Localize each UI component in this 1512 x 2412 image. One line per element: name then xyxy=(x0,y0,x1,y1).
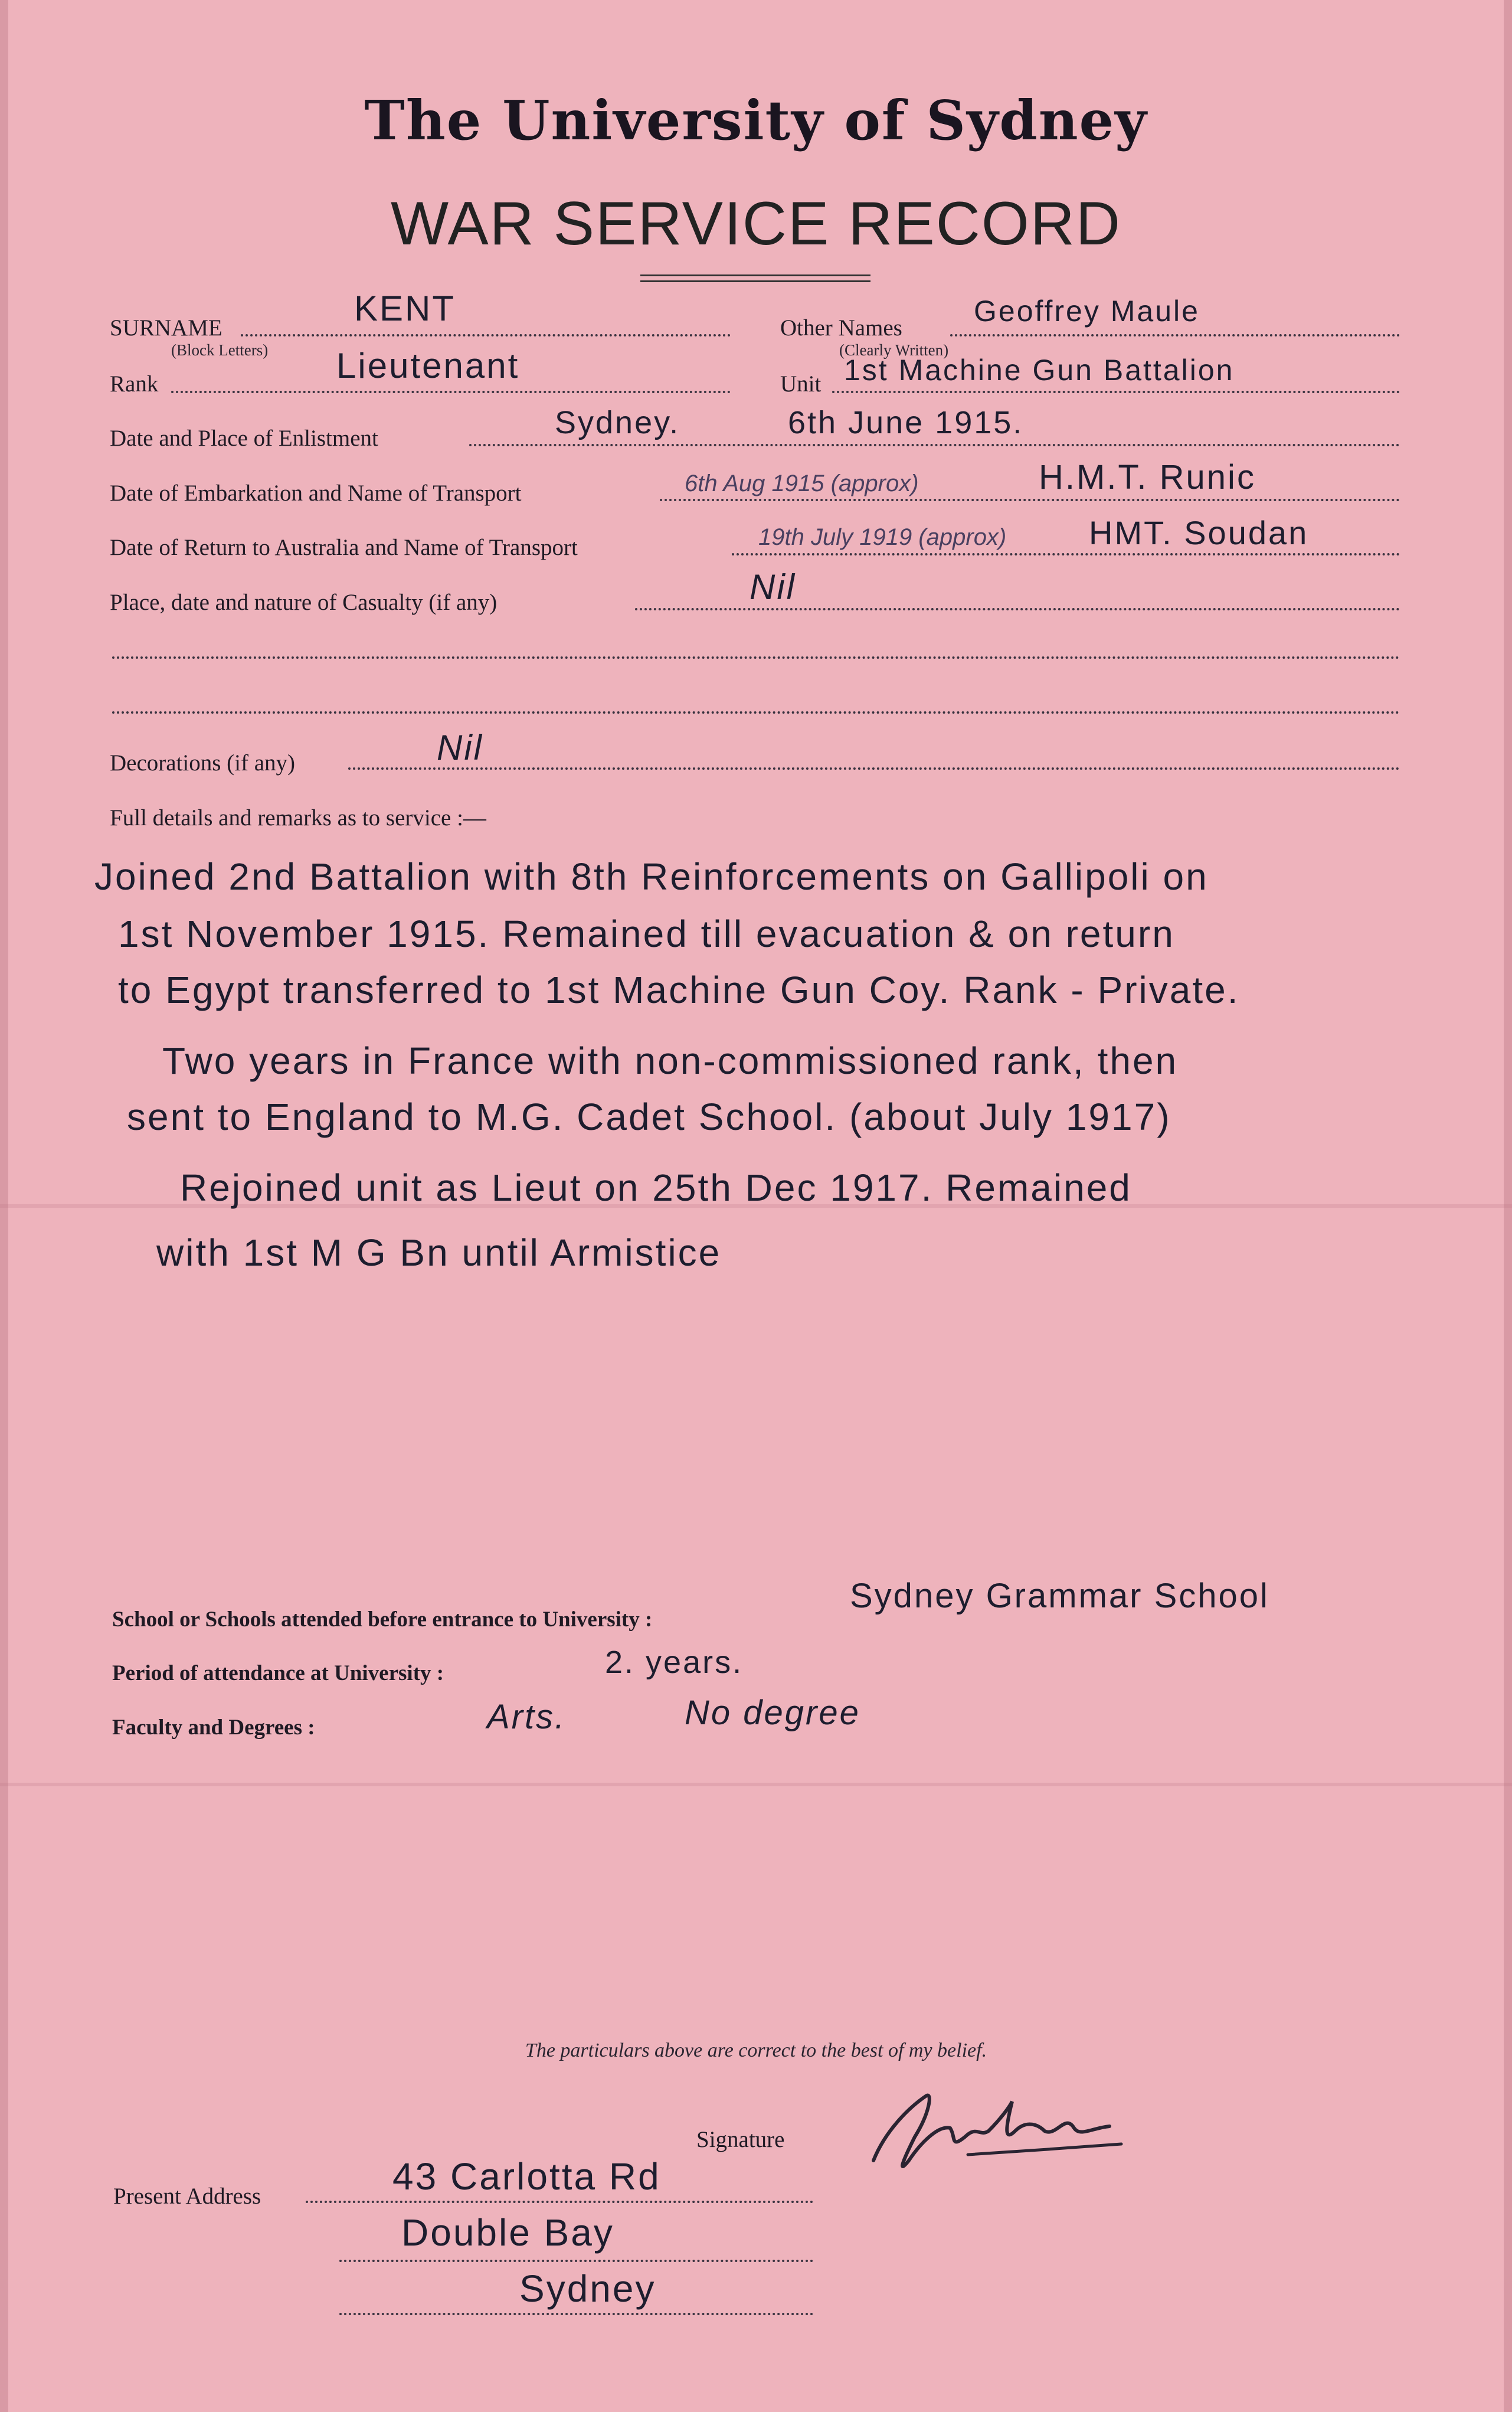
surname-label: SURNAME xyxy=(110,315,222,341)
unit-label: Unit xyxy=(780,371,822,397)
remarks-line: Joined 2nd Battalion with 8th Reinforcements on Gallipoli on xyxy=(94,855,1209,898)
other-names-value: Geoffrey Maule xyxy=(974,295,1200,328)
remarks-line: with 1st M G Bn until Armistice xyxy=(156,1231,722,1274)
casualty-line xyxy=(635,608,1400,610)
decorations-line xyxy=(348,767,1400,770)
enlistment-label: Date and Place of Enlistment xyxy=(110,426,378,451)
address-label: Present Address xyxy=(113,2184,261,2209)
remarks-line: 1st November 1915. Remained till evacuation & on return xyxy=(118,913,1175,955)
return-transport: HMT. Soudan xyxy=(1089,514,1309,551)
faculty-label: Faculty and Degrees : xyxy=(112,1715,315,1740)
casualty-label: Place, date and nature of Casualty (if any) xyxy=(110,590,498,615)
enlistment-line xyxy=(469,444,1400,446)
embarkation-transport: H.M.T. Runic xyxy=(1039,458,1256,496)
school-value: Sydney Grammar School xyxy=(850,1577,1269,1615)
casualty-line-2 xyxy=(112,656,1400,659)
address-line-3 xyxy=(339,2313,813,2315)
title-rule xyxy=(640,280,870,282)
faculty-value: Arts. xyxy=(487,1698,567,1736)
address-line-2 xyxy=(339,2260,813,2262)
embarkation-line xyxy=(660,499,1400,501)
other-names-label: Other Names xyxy=(780,315,902,341)
other-names-line xyxy=(950,334,1400,336)
paper-fold xyxy=(0,1783,1512,1786)
other-names-hint: (Clearly Written) xyxy=(839,341,949,359)
enlistment-date: 6th June 1915. xyxy=(788,405,1024,440)
degree-value: No degree xyxy=(685,1694,860,1732)
title-rule xyxy=(640,274,870,276)
remarks-line: sent to England to M.G. Cadet School. (about July 1917) xyxy=(127,1096,1171,1138)
signature-image xyxy=(862,2072,1145,2190)
schools-label: School or Schools attended before entrance to University : xyxy=(112,1607,653,1632)
surname-hint: (Block Letters) xyxy=(171,341,269,359)
unit-value: 1st Machine Gun Battalion xyxy=(844,354,1235,387)
address-line-1 xyxy=(306,2201,813,2203)
address-line: 43 Carlotta Rd xyxy=(392,2155,661,2198)
remarks-line: to Egypt transferred to 1st Machine Gun Coy. Rank - Private. xyxy=(118,969,1240,1011)
return-label: Date of Return to Australia and Name of Transport xyxy=(110,535,578,560)
casualty-value: Nil xyxy=(750,567,796,607)
decorations-label: Decorations (if any) xyxy=(110,750,296,776)
embarkation-label: Date of Embarkation and Name of Transport xyxy=(110,481,522,506)
period-label: Period of attendance at University : xyxy=(112,1661,444,1685)
remarks-label: Full details and remarks as to service :— xyxy=(110,805,486,831)
period-value: 2. years. xyxy=(605,1645,744,1680)
casualty-line-3 xyxy=(112,711,1400,714)
decorations-value: Nil xyxy=(437,728,483,767)
surname-line xyxy=(241,334,731,336)
rank-label: Rank xyxy=(110,371,159,397)
rank-line xyxy=(171,391,731,393)
embarkation-date: 6th Aug 1915 (approx) xyxy=(685,470,919,496)
belief-statement: The particulars above are correct to the best of my belief. xyxy=(525,2040,987,2061)
unit-line xyxy=(832,391,1400,393)
remarks-line: Rejoined unit as Lieut on 25th Dec 1917. Remained xyxy=(180,1166,1132,1209)
rank-value: Lieutenant xyxy=(336,346,520,385)
form-title: WAR SERVICE RECORD xyxy=(391,189,1121,258)
signature-label: Signature xyxy=(696,2127,785,2152)
address-line: Sydney xyxy=(519,2267,656,2310)
return-line xyxy=(732,553,1400,555)
university-name: The University of Sydney xyxy=(364,89,1148,152)
address-line: Double Bay xyxy=(401,2211,614,2254)
surname-value: KENT xyxy=(354,289,456,328)
remarks-line: Two years in France with non-commissioned rank, then xyxy=(162,1040,1179,1082)
return-date: 19th July 1919 (approx) xyxy=(758,524,1007,550)
enlistment-place: Sydney. xyxy=(555,405,680,440)
